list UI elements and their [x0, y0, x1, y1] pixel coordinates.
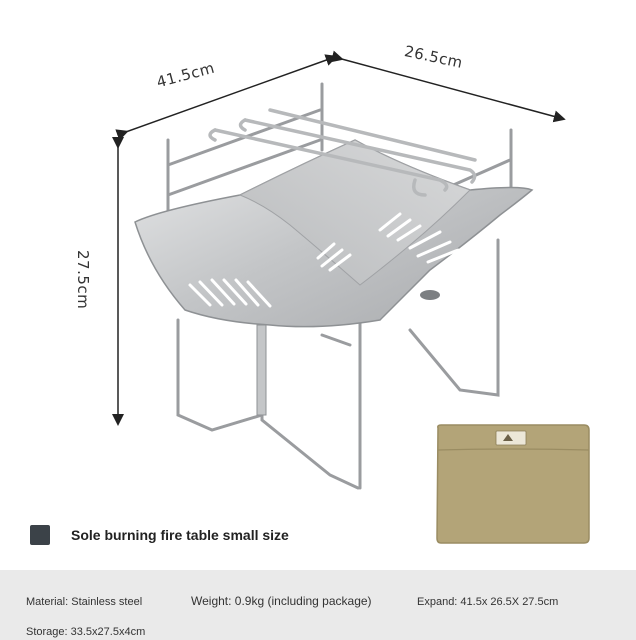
spec-material: Material: Stainless steel	[26, 596, 143, 608]
width-right-label: 26.5cm	[402, 42, 465, 72]
legend-label: Sole burning fire table small size	[71, 527, 289, 543]
spec-weight: Weight: 0.9kg (including package)	[191, 594, 372, 608]
height-label: 27.5cm	[74, 250, 92, 310]
legend-swatch	[30, 525, 50, 545]
spec-storage: Storage: 33.5x27.5x4cm	[26, 626, 146, 638]
spec-expand: Expand: 41.5x 26.5X 27.5cm	[417, 596, 559, 608]
width-left-label: 41.5cm	[154, 58, 217, 92]
spec-bar	[0, 570, 636, 640]
